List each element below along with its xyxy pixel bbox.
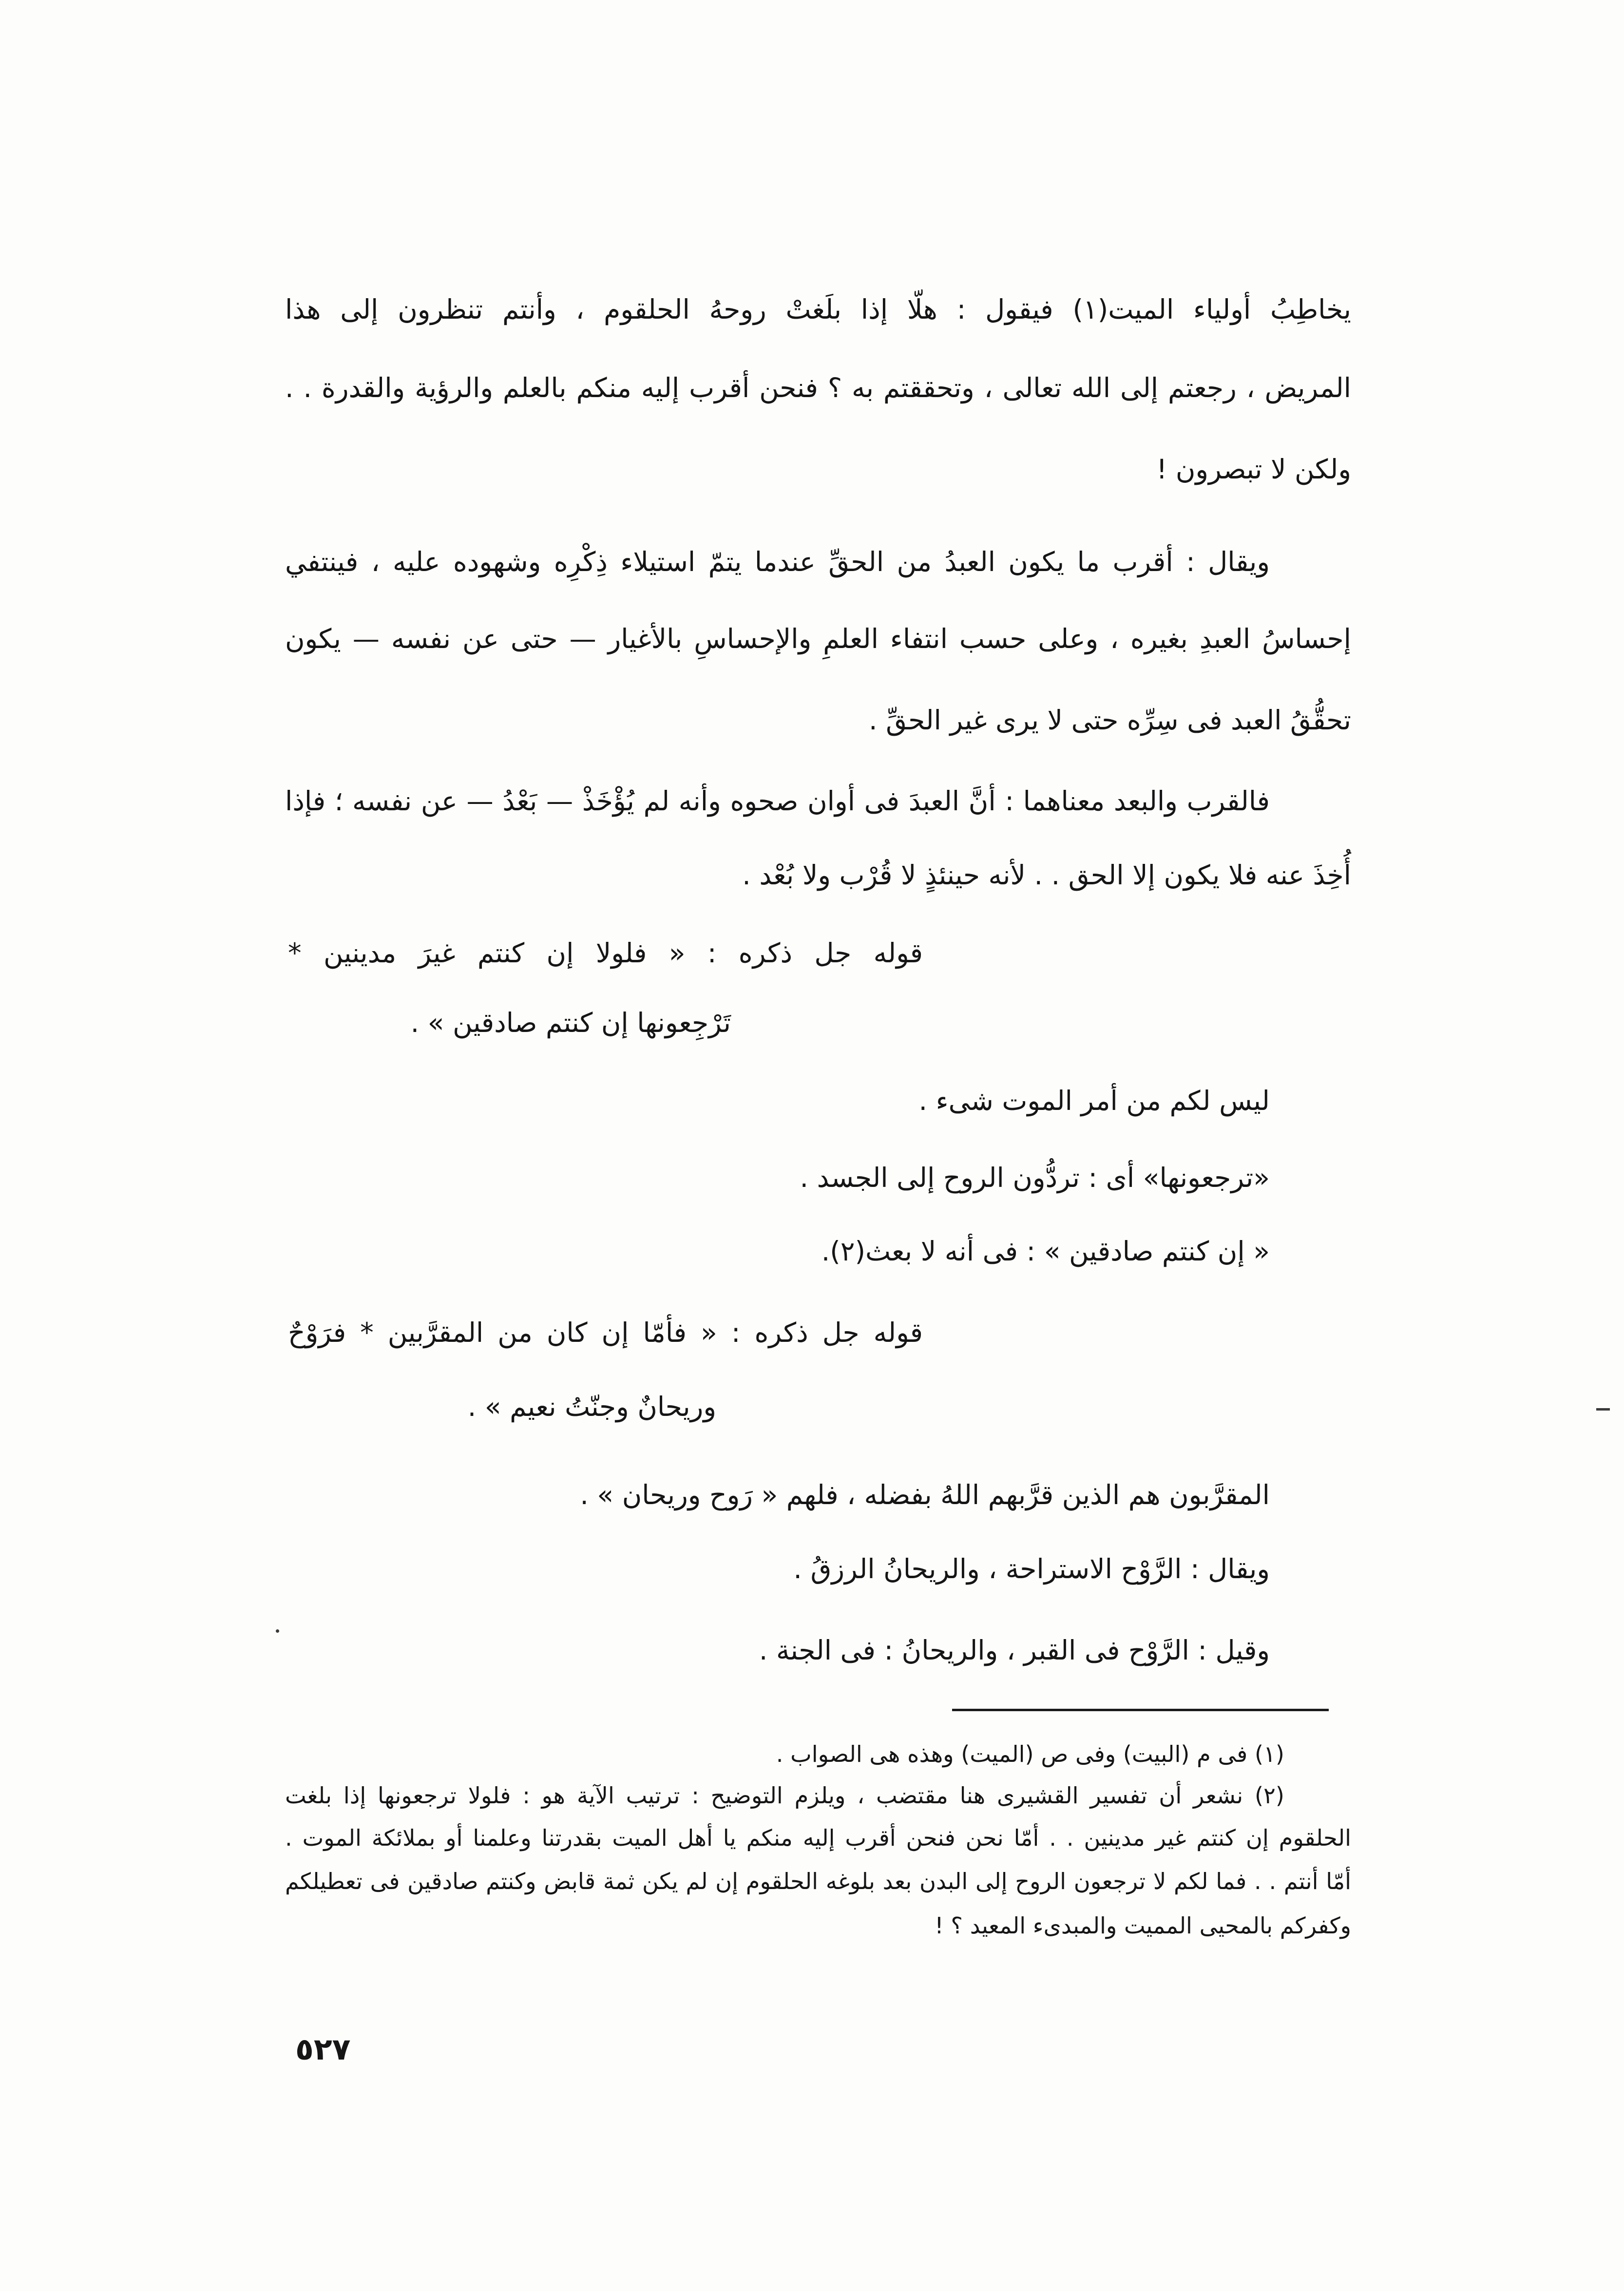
verse-1-quote-line-1: « فلولا إن كنتم غيرَ مدينين * xyxy=(288,938,686,969)
verse-2-line-2 xyxy=(468,1378,716,1436)
commentary-2-line-2-text: ويقال : الرَّوْح الاستراحة ، والريحانُ الرزقُ . xyxy=(793,1554,1270,1585)
verse-1-quote-line-2: تَرْجِعونها إن كنتم صادقين » . xyxy=(410,1008,731,1039)
commentary-2-line-3-text: وقيل : الرَّوْح فى القبر ، والريحانُ : فى الجنة . xyxy=(759,1635,1270,1666)
paragraph-1-line-2 xyxy=(285,359,1351,418)
commentary-1-line-2-text: «ترجعونها» أى : تردُّون الروح إلى الجسد . xyxy=(800,1163,1270,1194)
commentary-2-line-1 xyxy=(580,1466,1270,1525)
footnote-1-line-1-text: (١) فى م (البيت) وفى ص (الميت) وهذه هى الصواب . xyxy=(776,1741,1284,1767)
paragraph-1-line-1 xyxy=(285,281,1351,339)
paragraph-3-line-1-text: فالقرب والبعد معناهما : أنَّ العبدَ فى أوان صحوه وأنه لم يُؤْخَذْ — بَعْدُ — عن نفسه ؛ فإذا xyxy=(285,786,1270,817)
paragraph-3-line-1 xyxy=(285,772,1270,831)
paragraph-2-line-2-text: إحساسُ العبدِ بغيره ، وعلى حسب انتفاء العلمِ والإحساسِ بالأغيار — حتى عن نفسه — يكون xyxy=(285,624,1351,655)
paragraph-2-line-3 xyxy=(869,691,1351,750)
commentary-2-line-3 xyxy=(759,1622,1270,1680)
paragraph-1-line-3 xyxy=(1156,440,1351,499)
verse-2-heading: قوله جل ذكره : xyxy=(731,1317,923,1349)
paragraph-2-line-1 xyxy=(285,533,1270,592)
commentary-2-line-1-text: المقرَّبون هم الذين قرَّبهم اللهُ بفضله ، فلهم « رَوح وريحان » . xyxy=(580,1480,1270,1511)
verse-1-line-2 xyxy=(411,994,731,1052)
paragraph-1-line-2-text: المريض ، رجعتم إلى الله تعالى ، وتحققتم به ؟ فنحن أقرب إليه منكم بالعلم والرؤية والقدرة . . xyxy=(285,373,1351,404)
footnote-2-line-3 xyxy=(285,1862,1351,1901)
paragraph-3-line-2 xyxy=(742,846,1351,905)
footnote-2-line-3-text: أمّا أنتم . . فما لكم لا ترجعون الروح إلى البدن بعد بلوغه الحلقوم إن لم يكن ثمة قابض وكنتم صادقين فى تعطيلكم xyxy=(285,1868,1351,1894)
footnote-2-line-2-text: الحلقوم إن كنتم غير مدينين . . أمّا نحن فنحن أقرب إليه منكم يا أهل الميت بقدرتنا وعلمنا أو بملائكة الموت . xyxy=(285,1825,1351,1851)
verse-2-line-1 xyxy=(288,1304,923,1362)
verse-1-line-1-text xyxy=(288,938,923,969)
commentary-1-line-3 xyxy=(822,1222,1270,1281)
commentary-1-line-1-text: ليس لكم من أمر الموت شىء . xyxy=(918,1086,1270,1117)
footnote-separator xyxy=(952,1709,1329,1711)
paragraph-1-line-3-text: ولكن لا تبصرون ! xyxy=(1156,454,1351,485)
scan-speck xyxy=(1596,1408,1610,1411)
paragraph-1-line-1-text: يخاطِبُ أولياء الميت(١) فيقول : هلّا إذا بلَغتْ روحهُ الحلقوم ، وأنتم تنظرون إلى هذا xyxy=(285,294,1351,325)
footnote-2-line-4 xyxy=(935,1906,1351,1945)
footnote-1-line-1 xyxy=(776,1735,1284,1774)
footnote-2-line-1-text: (٢) نشعر أن تفسير القشيرى هنا مقتضب ، ويلزم التوضيح : ترتيب الآية هو : فلولا ترجعونها إذا بلغت xyxy=(285,1782,1284,1809)
commentary-1-line-2 xyxy=(800,1149,1270,1207)
paragraph-3-line-2-text: أُخِذَ عنه فلا يكون إلا الحق . . لأنه حينئذٍ لا قُرْب ولا بُعْد . xyxy=(742,860,1351,891)
scan-speck xyxy=(276,1629,279,1633)
paragraph-2-line-1-text: ويقال : أقرب ما يكون العبدُ من الحقِّ عندما يتمّ استيلاء ذِكْرِه وشهوده عليه ، فينتفي xyxy=(285,547,1270,578)
verse-2-quote-line-1: « فأمّا إن كان من المقرَّبين * فرَوْحٌ xyxy=(288,1317,717,1349)
footnote-2-line-4-text: وكفركم بالمحيى المميت والمبدىء المعيد ؟ ! xyxy=(935,1912,1351,1939)
verse-2-quote-line-2: وريحانٌ وجنّتُ نعيم » . xyxy=(467,1392,716,1423)
verse-1-heading: قوله جل ذكره : xyxy=(707,938,923,969)
paragraph-2-line-2 xyxy=(285,610,1351,668)
commentary-1-line-1 xyxy=(919,1072,1270,1130)
footnote-2-line-1 xyxy=(285,1776,1284,1815)
verse-1-line-1 xyxy=(288,924,923,983)
commentary-2-line-2 xyxy=(793,1540,1270,1599)
verse-2-line-1-text xyxy=(288,1317,923,1349)
commentary-1-line-3-text: « إن كنتم صادقين » : فى أنه لا بعث(٢). xyxy=(821,1236,1270,1267)
paragraph-2-line-3-text: تحقُّقُ العبد فى سِرِّه حتى لا يرى غير الحقِّ . xyxy=(868,705,1351,736)
page-number: ٥٢٧ xyxy=(295,2031,351,2067)
footnote-2-line-2 xyxy=(285,1818,1351,1857)
